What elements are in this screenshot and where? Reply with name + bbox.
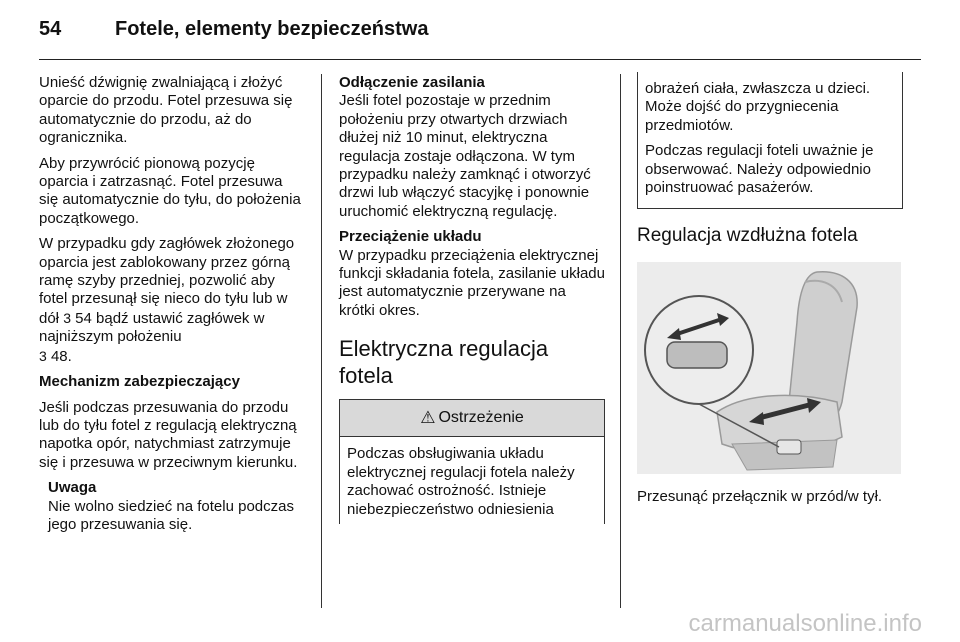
note — [39, 479, 305, 534]
column-3 — [637, 74, 903, 513]
paragraph: W przypadku gdy zagłówek złożonego oparcia jest zablokowany przez górną ramę szyby przedniej, pozwolić aby fotel przesunął się nieco do tyłu lub w dół 3 54 bądź ustawić zagłówek w najniższym położeniu 3 48. — [39, 235, 295, 365]
paragraph: Unieść dźwignię zwalniającą i złożyć oparcie do przodu. Fotel przesuwa się automatycznie do przodu, aż do ogranicznika. — [39, 74, 293, 147]
paragraph: obrażeń ciała, zwłaszcza u dzieci. Może dojść do przygniecenia przedmiotów. — [645, 80, 871, 134]
section-title-electric-adjustment: Elektryczna regulacja fotela — [339, 336, 549, 389]
column-divider-1 — [321, 74, 322, 608]
seat-image — [637, 262, 901, 474]
page-header — [39, 18, 428, 41]
subheading-power-cutoff: Odłączenie zasilania — [339, 74, 485, 91]
watermark: carmanualsonline.info — [688, 610, 922, 637]
page-title: Fotele, elementy bezpieczeństwa — [115, 18, 429, 40]
page-ref-arrow-icon: 3 — [63, 309, 71, 326]
warning-title: Ostrzeżenie — [438, 409, 524, 427]
seat-adjustment-illustration — [637, 262, 901, 474]
warning-header — [340, 399, 604, 437]
column-divider-2 — [620, 74, 621, 608]
header-rule — [39, 59, 921, 60]
column-1 — [39, 74, 305, 534]
column-2 — [339, 74, 605, 524]
paragraph: Podczas regulacji foteli uważnie je obserwować. Należy odpowiednio poinstruować pasażerów. — [645, 142, 874, 197]
note-title: Uwaga — [48, 479, 97, 497]
paragraph: Jeśli podczas przesuwania do przodu lub do tyłu fotel z regulacją elektryczną napotka opór, natychmiast zatrzymuje się i przesuwa w przeciwnym kierunku. — [39, 398, 298, 471]
warning-triangle-icon: ⚠ — [420, 408, 436, 428]
subheading-safety-mechanism: Mechanizm zabezpieczający — [39, 373, 240, 391]
page-number: 54 — [39, 18, 62, 40]
warning-box-continued — [637, 72, 903, 209]
subheading-overload: Przeciążenie układu — [339, 228, 482, 246]
note-text: Nie wolno siedzieć na fotelu podczas jego przesuwania się. — [48, 497, 294, 533]
warning-box — [339, 399, 605, 524]
paragraph: Jeśli fotel pozostaje w przednim położeniu przy otwartych drzwiach dłużej niż 10 minut, elektryczna regulacja zostaje odłączona. W tym przypadku należy zamknąć i otworzyć drzwi lub włączyć stacyjkę i ponownie uruchomić elektryczną regulację. — [339, 92, 591, 220]
paragraph: W przypadku przeciążenia elektrycznej funkcji składania fotela, zasilanie układu jest automatycznie przerywane na krótki okres. — [339, 246, 605, 319]
page-ref-arrow-icon: 3 — [39, 347, 47, 364]
figure-caption: Przesunąć przełącznik w przód/w tył. — [637, 487, 883, 505]
section-title-longitudinal: Regulacja wzdłużna fotela — [637, 225, 858, 247]
paragraph: Aby przywrócić pionową pozycję oparcia i zatrzasnąć. Fotel przesuwa się automatycznie do tyłu, do położenia początkowego. — [39, 154, 301, 227]
warning-text: Podczas obsługiwania układu elektrycznej regulacji fotela należy zachować ostrożność. Istnieje niebezpieczeństwo odniesienia — [347, 445, 575, 518]
